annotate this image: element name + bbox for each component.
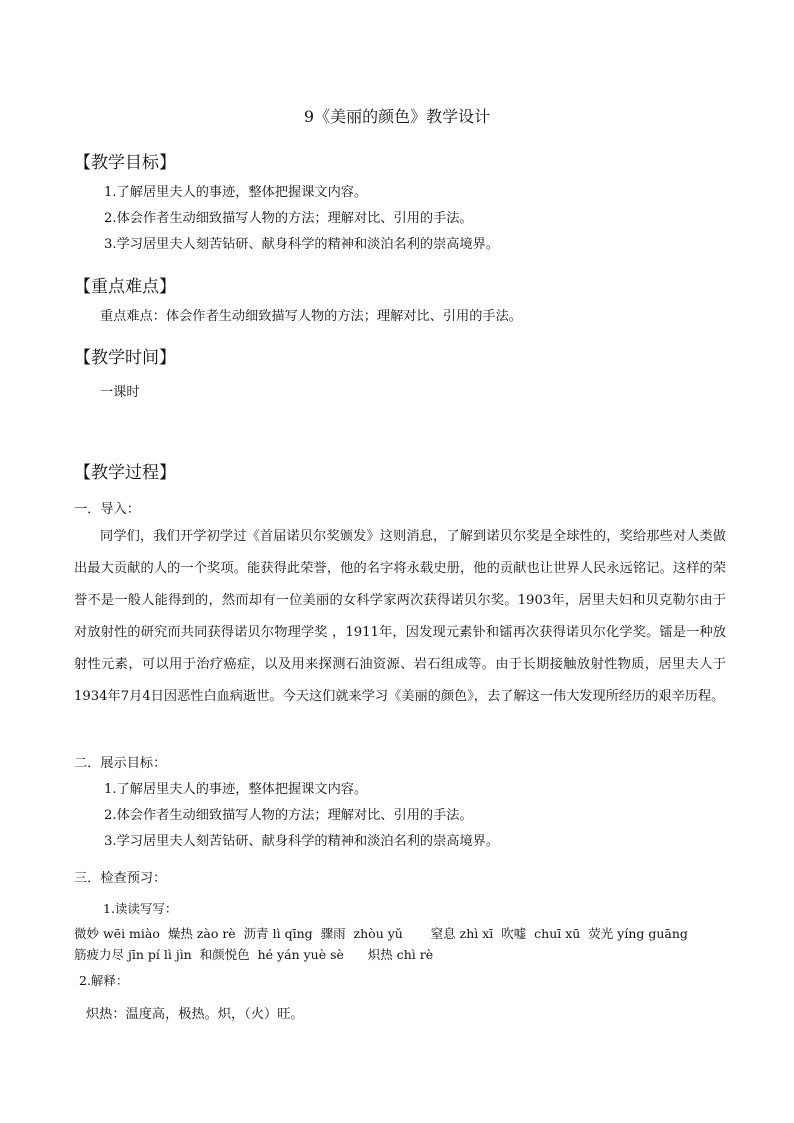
heading-teaching-time: 【教学时间】	[74, 348, 176, 368]
heading-teaching-process: 【教学过程】	[74, 463, 176, 483]
document-title: 9《美丽的颜色》教学设计	[303, 107, 491, 126]
goal-item-3: 3.学习居里夫人刻苦钻研、献身科学的精神和淡泊名利的崇高境界。	[104, 237, 500, 252]
section-show-goals-heading: 二．展示目标：	[74, 756, 167, 771]
teaching-time-text: 一课时	[100, 385, 140, 400]
section-preview-heading: 三．检查预习：	[74, 871, 167, 886]
vocabulary-line-1: 微妙 wēi miào 燥热 zào rè 沥青 lì qīng 骤雨 zhòu yǔ 窒息 zhì xī 吹嘘 chuī xū 荧光 yíng guāng	[74, 926, 688, 941]
explain-subheading: 2.解释：	[79, 973, 129, 988]
show-goal-item-3: 3.学习居里夫人刻苦钻研、献身科学的精神和淡泊名利的崇高境界。	[104, 834, 500, 849]
show-goal-item-2: 2.体会作者生动细致描写人物的方法；理解对比、引用的手法。	[104, 808, 473, 823]
intro-paragraph: 同学们，我们开学初学过《首届诺贝尔奖颁发》这则消息，了解到诺贝尔奖是全球性的，奖给那些对人类做出最大贡献的人的一个奖项。能获得此荣誉，他的名字将永载史册，他的贡献也让世界人民永远铭记。这样的荣誉不是一般人能得到的，然而却有一位美丽的女科学家两次获得诺贝尔奖。1903年，居里夫妇和贝克勒尔由于对放射性的研究而共同获得诺贝尔物理学奖 ，1911年，因发现元素钋和镭再次获得诺贝尔化学奖。镭是一种放射性元素，可以用于治疗癌症，以及用来探测石油资源、岩石组成等。由于长期接触放射性物质，居里夫人于1934年7月4日因恶性白血病逝世。今天这们就来学习《美丽的颜色》，去了解这一伟大发现所经历的艰辛历程。	[74, 529, 726, 704]
read-write-subheading: 1.读读写写：	[103, 901, 178, 916]
show-goal-item-1: 1.了解居里夫人的事迹，整体把握课文内容。	[104, 782, 368, 797]
heading-teaching-goals: 【教学目标】	[74, 153, 176, 173]
goal-item-1: 1.了解居里夫人的事迹，整体把握课文内容。	[104, 185, 368, 200]
definition-chire: 炽热：温度高，极热。炽，（火）旺。	[86, 1007, 304, 1022]
vocabulary-line-2: 筋疲力尽 jīn pí lì jìn 和颜悦色 hé yán yuè sè 炽热 chì rè	[74, 947, 434, 962]
key-difficulties-text: 重点难点：体会作者生动细致描写人物的方法；理解对比、引用的手法。	[100, 309, 522, 324]
heading-key-difficulties: 【重点难点】	[74, 277, 176, 297]
goal-item-2: 2.体会作者生动细致描写人物的方法；理解对比、引用的手法。	[104, 211, 473, 226]
section-intro-heading: 一．导入：	[74, 502, 140, 517]
